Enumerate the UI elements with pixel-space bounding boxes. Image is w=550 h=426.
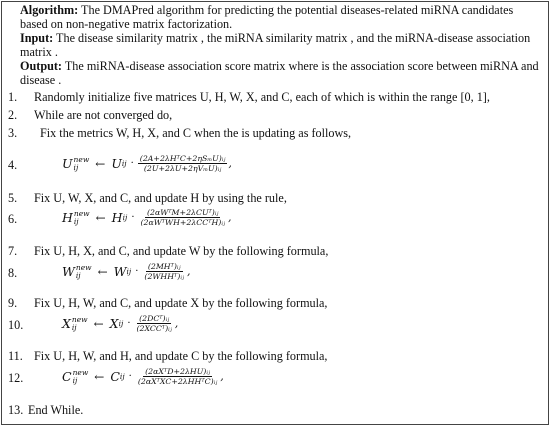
update-rule-c: C new ij ← C ij · $\frac{\text{(2αXᵀD+2λHU)ᵢⱼ}}{\text{(2αXᵀXC+2λHHᵀC)ᵢⱼ}}$ , [62,367,224,386]
step-text: Fix U, H, X, and C, and update W by the following formula, [34,244,329,258]
algorithm-text: The DMAPred algorithm for predicting the potential diseases-related miRNA candidates based on non-negative matrix factorization. [20,3,514,31]
step-number: 10. [8,318,24,332]
update-rule-x: X new ij ← X ij · $\frac{\text{(2DCᵀ)ᵢⱼ}}{\text{(2XCCᵀ)ᵢⱼ}}$ , [62,314,179,333]
step-number: 6. [8,212,18,226]
step-number: 5. [8,191,18,205]
step-number: 4. [8,158,18,172]
step-number: 7. [8,244,18,258]
output-label: Output: [20,59,62,73]
step-number: 9. [8,296,18,310]
step-number: 1. [8,90,18,104]
step-text: End While. [28,403,84,417]
update-rule-w: W new ij ← W ij · $\frac{\text{(2MHᵀ)ᵢⱼ}}{\text{(2WHHᵀ)ᵢⱼ}}$ , [62,262,191,281]
input-text: The disease similarity matrix , the miRNA similarity matrix , and the miRNA-disease association matrix . [20,31,531,59]
step-text: Fix the metrics W, H, X, and C when the is updating as follows, [40,126,352,140]
step-text: Fix U, W, X, and C, and update H by using the rule, [34,191,287,205]
step-number: 3. [8,126,18,140]
input-label: Input: [20,31,54,45]
step-number: 8. [8,266,18,280]
input-description [20,31,540,59]
output-text: The miRNA-disease association score matrix where is the association score between miRNA and disease . [20,59,539,87]
output-description [20,59,540,87]
step-text: While are not converged do, [34,108,173,122]
step-text: Randomly initialize five matrices U, H, W, X, and C, each of which is within the range [0, 1], [34,90,490,104]
step-text: Fix U, H, W, and H, and update C by the following formula, [34,349,328,363]
step-number: 12. [8,371,24,385]
update-rule-h: H new ij ← H ij · $\frac{\text{(2αWᵀM+2λCUᵀ)ᵢⱼ}}{\text{(2αWᵀWH+2λCCᵀH)ᵢⱼ}}$ , [62,208,232,227]
algorithm-label: Algorithm: [20,3,79,17]
update-rule-u: U new ij ← U ij · $\frac{\text{(2A+2λHᵀC+2ηSₘU)ᵢⱼ}}{\text{(2U+2λU+2ηVₘU)ᵢⱼ}}$ , [62,154,232,173]
step-number: 13. [8,403,24,417]
step-text: Fix U, H, W, and C, and update X by the following formula, [34,296,328,310]
algorithm-description [20,3,540,31]
step-number: 2. [8,108,18,122]
step-number: 11. [8,349,23,363]
